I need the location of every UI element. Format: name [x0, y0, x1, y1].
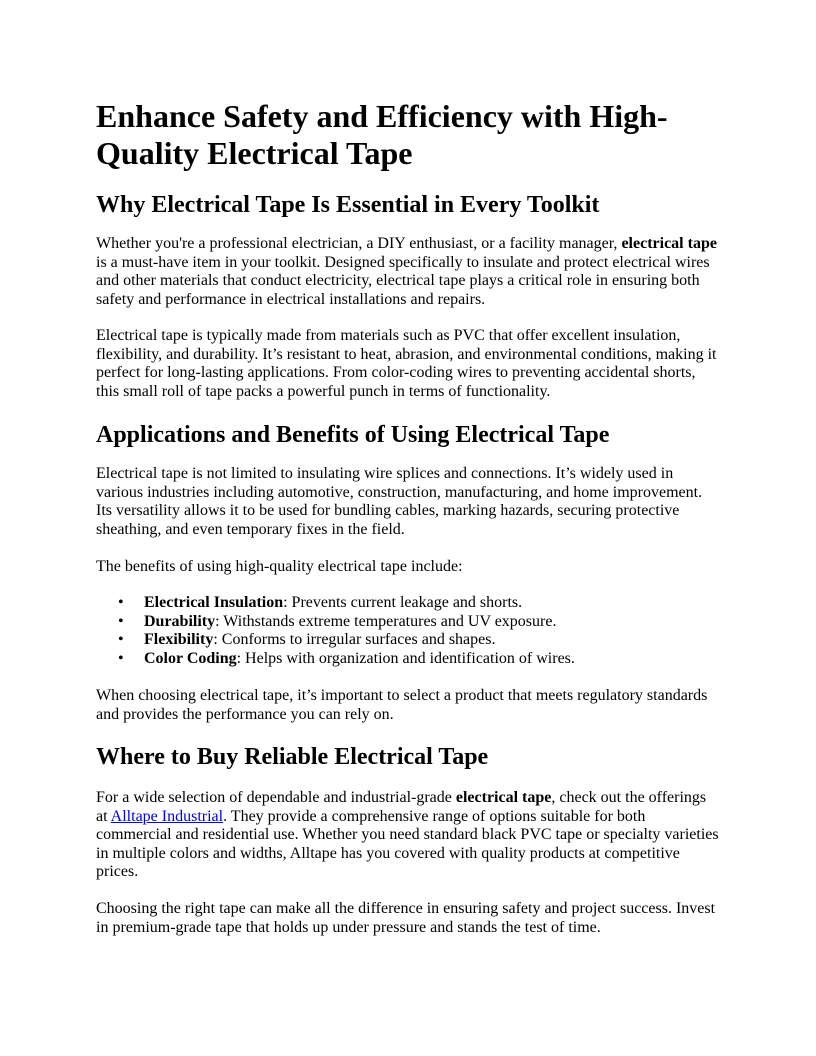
text-line: at Alltape Industrial. They provide a comprehensive range of options suitable for both: [96, 807, 646, 825]
paragraph-materials: [96, 327, 720, 401]
bullet-icon: •: [118, 594, 124, 611]
title-line-2: Quality Electrical Tape: [96, 135, 413, 171]
text-line: in premium-grade tape that holds up under pressure and stands the test of time.: [96, 918, 601, 936]
bullet-icon: •: [118, 649, 124, 667]
text-line: various industries including automotive, construction, manufacturing, and home improvement.: [96, 483, 703, 501]
bold-keyword: electrical tape: [455, 789, 552, 806]
text-line: and provides the performance you can rely on.: [96, 705, 394, 723]
paragraph-intro: [96, 235, 720, 309]
text-line: Choosing the right tape can make all the difference in ensuring safety and project success. Invest: [96, 900, 716, 917]
text-line: When choosing electrical tape, it’s important to select a product that meets regulatory standards: [96, 687, 708, 704]
paragraph-choosing: [96, 687, 720, 724]
title-line-1: Enhance Safety and Efficiency with High-: [96, 98, 668, 134]
paragraph-where-to-buy: [96, 789, 720, 882]
paragraph-benefits-intro: The benefits of using high-quality electrical tape include:: [96, 558, 463, 575]
text-line: commercial and residential use. Whether you need standard black PVC tape or specialty varieties: [96, 826, 719, 843]
text-line: Its versatility allows it to be used for bundling cables, marking hazards, securing protective: [96, 502, 680, 519]
text-line: For a wide selection of dependable and industrial-grade electrical tape, check out the offerings: [96, 789, 707, 806]
text-line: is a must-have item in your toolkit. Designed specifically to insulate and protect electrical wires: [96, 253, 710, 271]
list-item: • Electrical Insulation: Prevents current leakage and shorts.: [118, 594, 523, 611]
section-heading-where-to-buy: Where to Buy Reliable Electrical Tape: [96, 744, 489, 770]
paragraph-conclusion: [96, 900, 720, 937]
text-line: Electrical tape is not limited to insulating wire splices and connections. It’s widely used in: [96, 465, 674, 482]
bold-keyword: electrical tape: [621, 235, 717, 252]
text-line: sheathing, and even temporary fixes in the field.: [96, 520, 405, 538]
page-title: [96, 98, 720, 172]
list-item: • Durability: Withstands extreme temperatures and UV exposure.: [118, 612, 557, 630]
text-line: safety and performance in electrical installations and repairs.: [96, 290, 486, 308]
paragraph-applications: [96, 465, 720, 539]
text-line: prices.: [96, 863, 139, 880]
text-line: flexibility, and durability. It’s resistant to heat, abrasion, and environmental conditions, making it: [96, 345, 717, 363]
list-item: • Color Coding: Helps with organization and identification of wires.: [118, 649, 575, 667]
bullet-icon: •: [118, 631, 124, 648]
benefits-list: [96, 594, 720, 668]
text-line: this small roll of tape packs a powerful punch in terms of functionality.: [96, 382, 551, 400]
text-line: perfect for long-lasting applications. From color-coding wires to preventing accidental shorts,: [96, 364, 696, 381]
alltape-industrial-link[interactable]: Alltape Industrial: [110, 807, 224, 825]
section-heading-why: Why Electrical Tape Is Essential in Every Toolkit: [96, 192, 600, 218]
text-line: Electrical tape is typically made from materials such as PVC that offer excellent insulation,: [96, 327, 681, 344]
bullet-icon: •: [118, 612, 124, 630]
list-item: • Flexibility: Conforms to irregular surfaces and shapes.: [118, 631, 496, 648]
text-line: in multiple colors and widths, Alltape has you covered with quality products at competitive: [96, 844, 680, 862]
text-line: Whether you're a professional electrician, a DIY enthusiast, or a facility manager, electrical tape: [96, 235, 717, 252]
text-line: and other materials that conduct electricity, electrical tape plays a critical role in ensuring both: [96, 272, 700, 289]
section-heading-applications: Applications and Benefits of Using Electrical Tape: [96, 422, 610, 448]
